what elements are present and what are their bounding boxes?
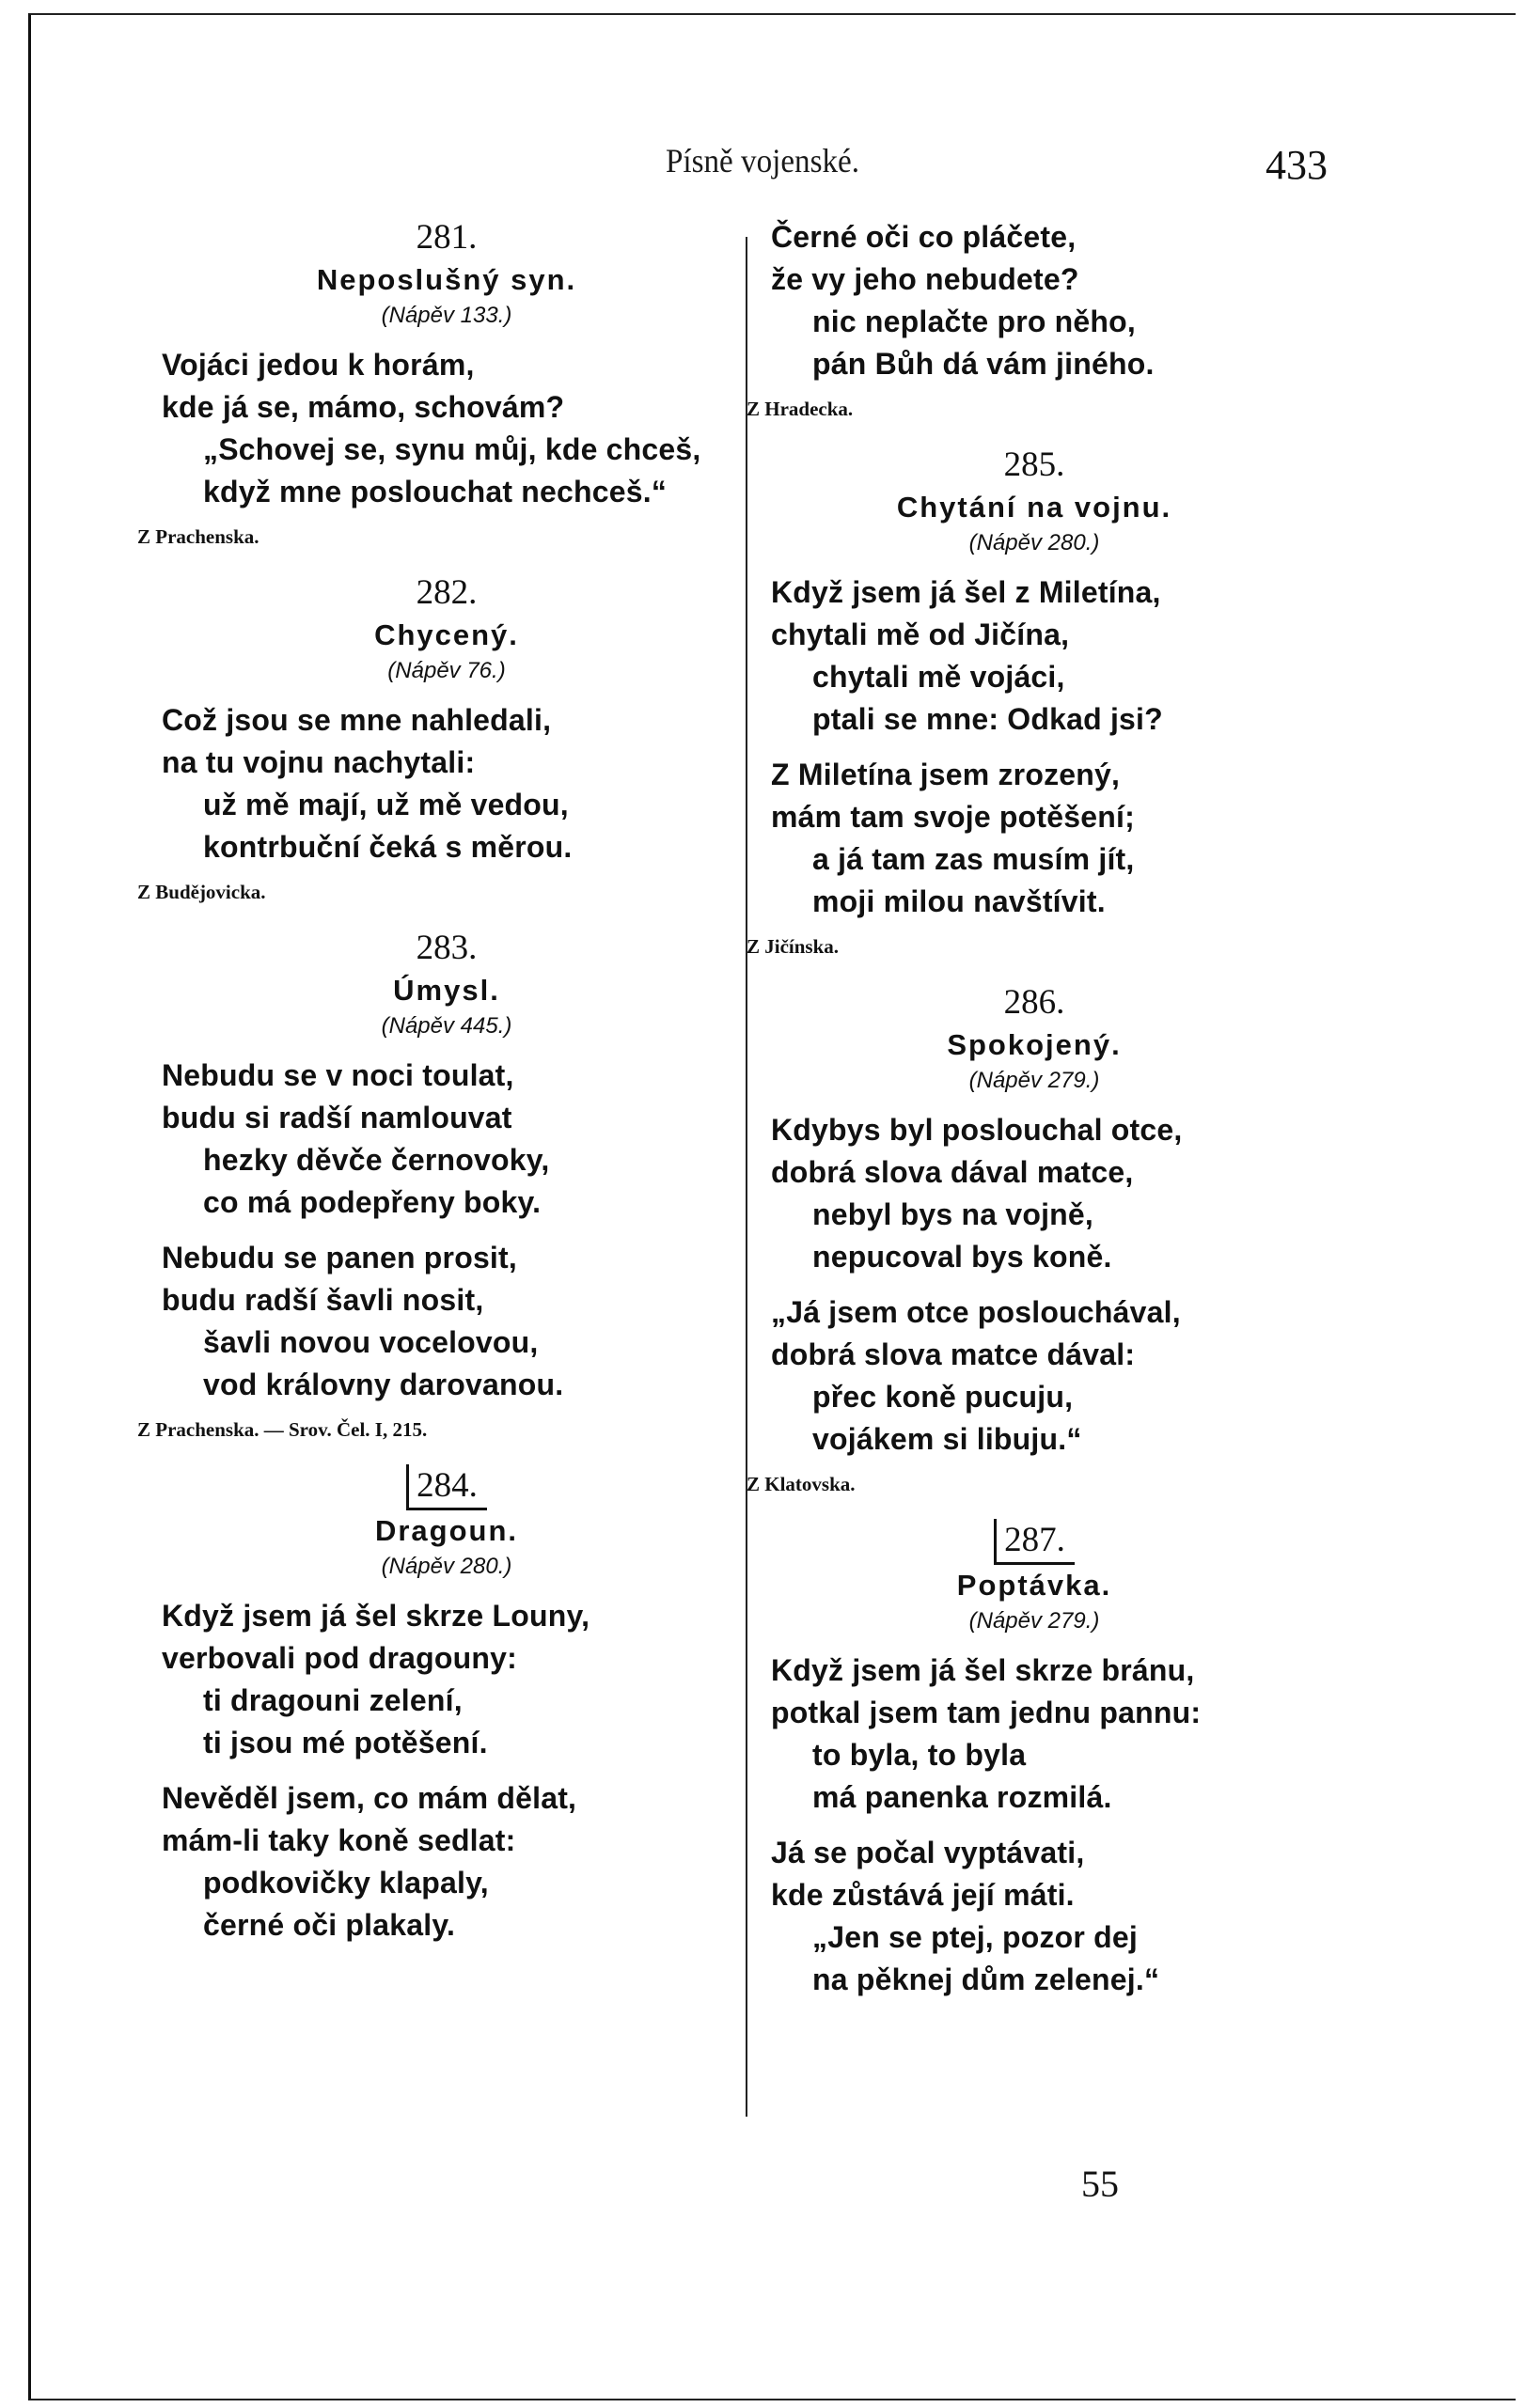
song-source: Z Klatovska. [747,1473,856,1495]
verse-line: když mne poslouchat nechceš.“ [203,475,668,508]
song-number [771,1519,1297,1565]
verse-line: mám-li taky koně sedlat: [162,1823,516,1857]
verse-line: že vy jeho nebudete? [771,262,1079,296]
song-number: 285. [1003,446,1065,484]
verse-line: hezky děvče černovoky, [203,1143,550,1177]
verse-line: vod královny darovanou. [203,1368,564,1401]
verse-line: Já se počal vyptávati, [771,1836,1085,1869]
stanza [162,1595,731,1764]
song-melody-ref: (Nápěv 279.) [968,1608,1100,1634]
verse-line: nebyl bys na vojně, [812,1197,1094,1231]
column-rule [746,237,747,2117]
song-block [162,1464,731,1947]
song-melody-ref: (Nápěv 279.) [968,1068,1100,1093]
verse-line: budu radší šavli nosit, [162,1283,484,1317]
right-column [747,216,1297,2014]
verse-line: Což jsou se mne nahledali, [162,703,552,737]
song-block [747,981,1297,1498]
verse-line: Když jsem já šel skrze Louny, [162,1599,590,1633]
verse-line: dobrá slova dával matce, [771,1155,1134,1189]
verse-line: podkovičky klapaly, [203,1866,489,1900]
verse-line: kde zůstává její máti. [771,1878,1075,1912]
signature-mark: 55 [1081,2163,1119,2205]
song-title: Neposlušný syn. [316,263,577,296]
song-melody-ref: (Nápěv 280.) [381,1554,512,1579]
stanza [162,699,731,868]
song-source: Z Hradecka. [747,398,854,420]
song-number: 286. [1003,983,1065,1022]
verse-line: přec koně pucuju, [812,1380,1074,1414]
verse-line: ti dragouni zelení, [203,1683,463,1717]
verse-line: šavli novou vocelovou, [203,1325,539,1359]
verse-line: moji milou navštívit. [812,884,1106,918]
verse-line: dobrá slova matce dával: [771,1337,1136,1371]
verse-line: nepucoval bys koně. [812,1240,1112,1274]
stanza [162,1777,731,1947]
song-title: Chycený. [374,618,519,651]
verse-line: má panenka rozmilá. [812,1780,1112,1814]
song-melody-ref: (Nápěv 133.) [381,303,512,328]
verse-line: černé oči plakaly. [203,1908,456,1942]
verse-line: na tu vojnu nachytali: [162,745,476,779]
song-source: Z Budějovicka. [137,881,266,903]
verse-line: ptali se mne: Odkad jsi? [812,702,1163,736]
verse-line: ti jsou mé potěšení. [203,1726,488,1759]
verse-line: a já tam zas musím jít, [812,842,1135,876]
stanza [162,1237,731,1406]
verse-line: na pěknej dům zelenej.“ [812,1962,1160,1996]
song-block [747,444,1297,961]
left-column [137,216,731,1960]
song-title: Chytání na vojnu. [896,491,1172,524]
verse-line: budu si radší namlouvat [162,1101,512,1134]
verse-line: Vojáci jedou k horám, [162,348,475,382]
verse-line: potkal jsem tam jednu pannu: [771,1696,1202,1729]
verse-line: Nevěděl jsem, co mám dělat, [162,1781,577,1815]
song-number: 282. [416,573,478,612]
stanza [771,1650,1297,1819]
song-melody-ref: (Nápěv 280.) [968,530,1100,555]
song-block [137,927,731,1444]
song-block [137,571,731,906]
song-block [137,216,731,551]
verse-line: nic neplačte pro něho, [812,305,1137,338]
song-title: Spokojený. [947,1028,1122,1061]
verse-line: pán Bůh dá vám jiného. [812,347,1155,381]
verse-line: Z Miletína jsem zrozený, [771,758,1121,791]
song-title: Poptávka. [956,1569,1112,1602]
stanza [162,344,731,513]
song-block [747,216,1297,423]
verse-line: chytali mě vojáci, [812,660,1065,694]
verse-line: kontrbuční čeká s měrou. [203,830,573,864]
song-number [162,1464,731,1510]
song-number: 283. [416,929,478,967]
stanza [771,1832,1297,2001]
verse-line: mám tam svoje potěšení; [771,800,1135,834]
stanza [162,1055,731,1224]
stanza [771,216,1297,385]
verse-line: „Jen se ptej, pozor dej [812,1920,1139,1954]
verse-line: co má podepřeny boky. [203,1185,542,1219]
song-source: Z Prachenska. — Srov. Čel. I, 215. [137,1418,428,1441]
verse-line: „Schovej se, synu můj, kde chceš, [203,432,701,466]
verse-line: už mě mají, už mě vedou, [203,788,569,821]
song-number: 281. [416,218,478,257]
verse-line: to byla, to byla [812,1738,1027,1772]
verse-line: Nebudu se panen prosit, [162,1241,517,1274]
song-title: Dragoun. [374,1514,519,1547]
page-number: 433 [1266,142,1328,188]
song-block [771,1519,1297,2001]
verse-line: chytali mě od Jičína, [771,618,1070,651]
verse-line: „Já jsem otce poslouchával, [771,1295,1181,1329]
verse-line: Když jsem já šel z Miletína, [771,575,1161,609]
stanza [771,571,1297,741]
verse-line: kde já se, mámo, schovám? [162,390,565,424]
song-title: Úmysl. [393,974,500,1007]
song-source: Z Prachenska. [137,525,259,548]
stanza [771,754,1297,923]
verse-line: Černé oči co pláčete, [771,220,1077,254]
stanza [771,1109,1297,1278]
verse-line: verbovali pod dragouny: [162,1641,517,1675]
song-number-boxed: 287. [994,1519,1075,1565]
song-number-boxed: 284. [406,1464,487,1510]
verse-line: vojákem si libuju.“ [812,1422,1082,1456]
verse-line: Nebudu se v noci toulat, [162,1058,514,1092]
running-head: Písně vojenské. [665,142,860,180]
song-source: Z Jičínska. [747,935,840,958]
song-melody-ref: (Nápěv 76.) [387,658,506,683]
song-melody-ref: (Nápěv 445.) [381,1013,512,1039]
verse-line: Když jsem já šel skrze bránu, [771,1653,1195,1687]
verse-line: Kdybys byl poslouchal otce, [771,1113,1183,1147]
stanza [771,1291,1297,1461]
